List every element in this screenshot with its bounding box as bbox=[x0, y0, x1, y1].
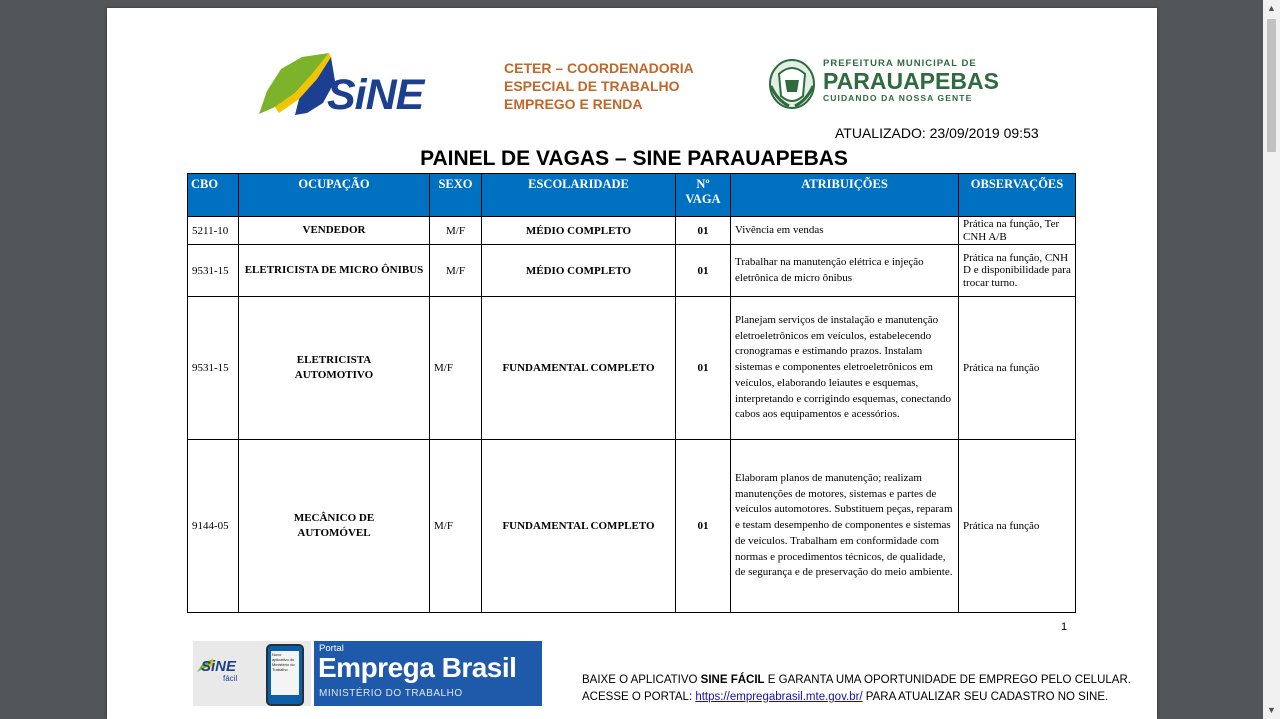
header-cbo: CBO bbox=[188, 174, 239, 217]
footer-line2-prefix: ACESSE O PORTAL: bbox=[582, 691, 696, 703]
header-escolaridade: ESCOLARIDADE bbox=[482, 174, 676, 217]
scrollbar-thumb[interactable] bbox=[1267, 19, 1276, 152]
cell-atribuicoes: Vivência em vendas bbox=[731, 217, 959, 245]
cell-escolaridade: MÉDIO COMPLETO bbox=[482, 217, 676, 245]
banner-portal-label: Portal bbox=[319, 643, 344, 654]
header-vaga-line1: Nº bbox=[696, 177, 710, 191]
cell-ocupacao: ELETRICISTA DE MICRO ÔNIBUS bbox=[239, 245, 430, 297]
table-row bbox=[188, 440, 1076, 613]
footer-line1 bbox=[582, 672, 1131, 689]
header-observacoes: OBSERVAÇÕES bbox=[959, 174, 1076, 217]
header-vaga bbox=[676, 174, 731, 217]
cell-observacoes: Prática na função bbox=[959, 440, 1076, 613]
updated-timestamp: ATUALIZADO: 23/09/2019 09:53 bbox=[835, 125, 1039, 141]
footer-line2-suffix: PARA ATUALIZAR SEU CADASTRO NO SINE. bbox=[862, 691, 1109, 703]
cell-observacoes: Prática na função, Ter CNH A/B bbox=[959, 217, 1076, 245]
footer-line1-prefix: BAIXE O APLICATIVO bbox=[582, 674, 701, 686]
document-page bbox=[107, 8, 1157, 719]
cell-atribuicoes: Elaboram planos de manutenção; realizam manutenções de motores, sistemas e partes de veículos automotores. Substituem peças, reparam e testam desempenho de componentes e sistemas de veículos. Trabalham em conformidade com normas e procedimentos técnicos, de qualidade, de segurança e de preservação do meio ambiente. bbox=[731, 440, 959, 613]
cell-sexo: M/F bbox=[430, 440, 482, 613]
sine-facil-promo bbox=[193, 641, 311, 706]
vertical-scrollbar[interactable] bbox=[1263, 0, 1280, 719]
header-atribuicoes: ATRIBUIÇÕES bbox=[731, 174, 959, 217]
cell-atribuicoes: Planejam serviços de instalação e manutenção eletroeletrônicos em veículos, estabelecendo cronogramas e estimando prazos. Instalam sistemas e componentes eletroeletrônicos em veículos, elaborando leiautes e esquemas, interpretando e corrigindo esquemas, conectando cabos aos equipamentos e acessórios. bbox=[731, 297, 959, 440]
portal-link[interactable]: https://empregabrasil.mte.gov.br/ bbox=[695, 691, 863, 703]
footer-app-name: SINE FÁCIL bbox=[700, 674, 765, 686]
cell-escolaridade: FUNDAMENTAL COMPLETO bbox=[482, 297, 676, 440]
prefeitura-line3: CUIDANDO DA NOSSA GENTE bbox=[823, 93, 973, 103]
table-row bbox=[188, 245, 1076, 297]
footer-line1-suffix: E GARANTA UMA OPORTUNIDADE DE EMPREGO PELO CELULAR. bbox=[764, 674, 1131, 686]
phone-icon bbox=[266, 644, 304, 706]
table-header-row bbox=[188, 174, 1076, 217]
page-number: 1 bbox=[1061, 621, 1068, 633]
table-row bbox=[188, 217, 1076, 245]
cell-vaga: 01 bbox=[676, 297, 731, 440]
banner-subtitle: MINISTÉRIO DO TRABALHO bbox=[319, 688, 463, 699]
sine-facil-logo-text: SiNE bbox=[201, 658, 237, 675]
cell-vaga: 01 bbox=[676, 440, 731, 613]
footer-line2 bbox=[582, 689, 1131, 706]
cell-sexo: M/F bbox=[430, 297, 482, 440]
cell-sexo: M/F bbox=[430, 217, 482, 245]
cell-ocupacao: ELETRICISTA AUTOMOTIVO bbox=[239, 297, 430, 440]
header-vaga-line2: VAGA bbox=[685, 192, 721, 206]
scroll-up-arrow-icon[interactable]: ▲ bbox=[1267, 3, 1276, 13]
header-ocupacao: OCUPAÇÃO bbox=[239, 174, 430, 217]
banner-title: Emprega Brasil bbox=[318, 652, 517, 683]
prefeitura-line1: PREFEITURA MUNICIPAL DE bbox=[823, 58, 977, 69]
sine-facil-caption: fácil bbox=[223, 674, 238, 683]
ceter-line: EMPREGO E RENDA bbox=[504, 96, 643, 112]
cell-vaga: 01 bbox=[676, 217, 731, 245]
cell-ocupacao: VENDEDOR bbox=[239, 217, 430, 245]
table-row bbox=[188, 297, 1076, 440]
cell-cbo: 9144-05 bbox=[188, 440, 239, 613]
cell-cbo: 9531-15 bbox=[188, 297, 239, 440]
cell-observacoes: Prática na função bbox=[959, 297, 1076, 440]
sine-logo-text: SiNE bbox=[327, 71, 424, 119]
footer-instructions bbox=[582, 672, 1131, 706]
scroll-down-arrow-icon[interactable]: ▼ bbox=[1267, 705, 1276, 715]
prefeitura-logo-text bbox=[823, 58, 999, 103]
cell-atribuicoes: Trabalhar na manutenção elétrica e injeção eletrônica de micro ônibus bbox=[731, 245, 959, 297]
cell-cbo: 5211-10 bbox=[188, 217, 239, 245]
ceter-line: ESPECIAL DE TRABALHO bbox=[504, 78, 680, 94]
empregabrasil-banner bbox=[193, 641, 542, 706]
ceter-heading bbox=[504, 59, 694, 113]
cell-escolaridade: FUNDAMENTAL COMPLETO bbox=[482, 440, 676, 613]
vacancies-table bbox=[187, 173, 1076, 613]
header-sexo: SEXO bbox=[430, 174, 482, 217]
prefeitura-line2: PARAUAPEBAS bbox=[823, 68, 999, 94]
cell-vaga: 01 bbox=[676, 245, 731, 297]
phone-screen-text: Novo aplicativo do Ministério do Trabalho bbox=[271, 651, 299, 695]
cell-escolaridade: MÉDIO COMPLETO bbox=[482, 245, 676, 297]
cell-cbo: 9531-15 bbox=[188, 245, 239, 297]
cell-sexo: M/F bbox=[430, 245, 482, 297]
cell-observacoes: Prática na função, CNH D e disponibilidade para trocar turno. bbox=[959, 245, 1076, 297]
cell-ocupacao: MECÂNICO DE AUTOMÓVEL bbox=[239, 440, 430, 613]
ceter-line: CETER – COORDENADORIA bbox=[504, 60, 694, 76]
page-title: PAINEL DE VAGAS – SINE PARAUAPEBAS bbox=[420, 147, 848, 170]
empregabrasil-logo bbox=[314, 641, 542, 706]
